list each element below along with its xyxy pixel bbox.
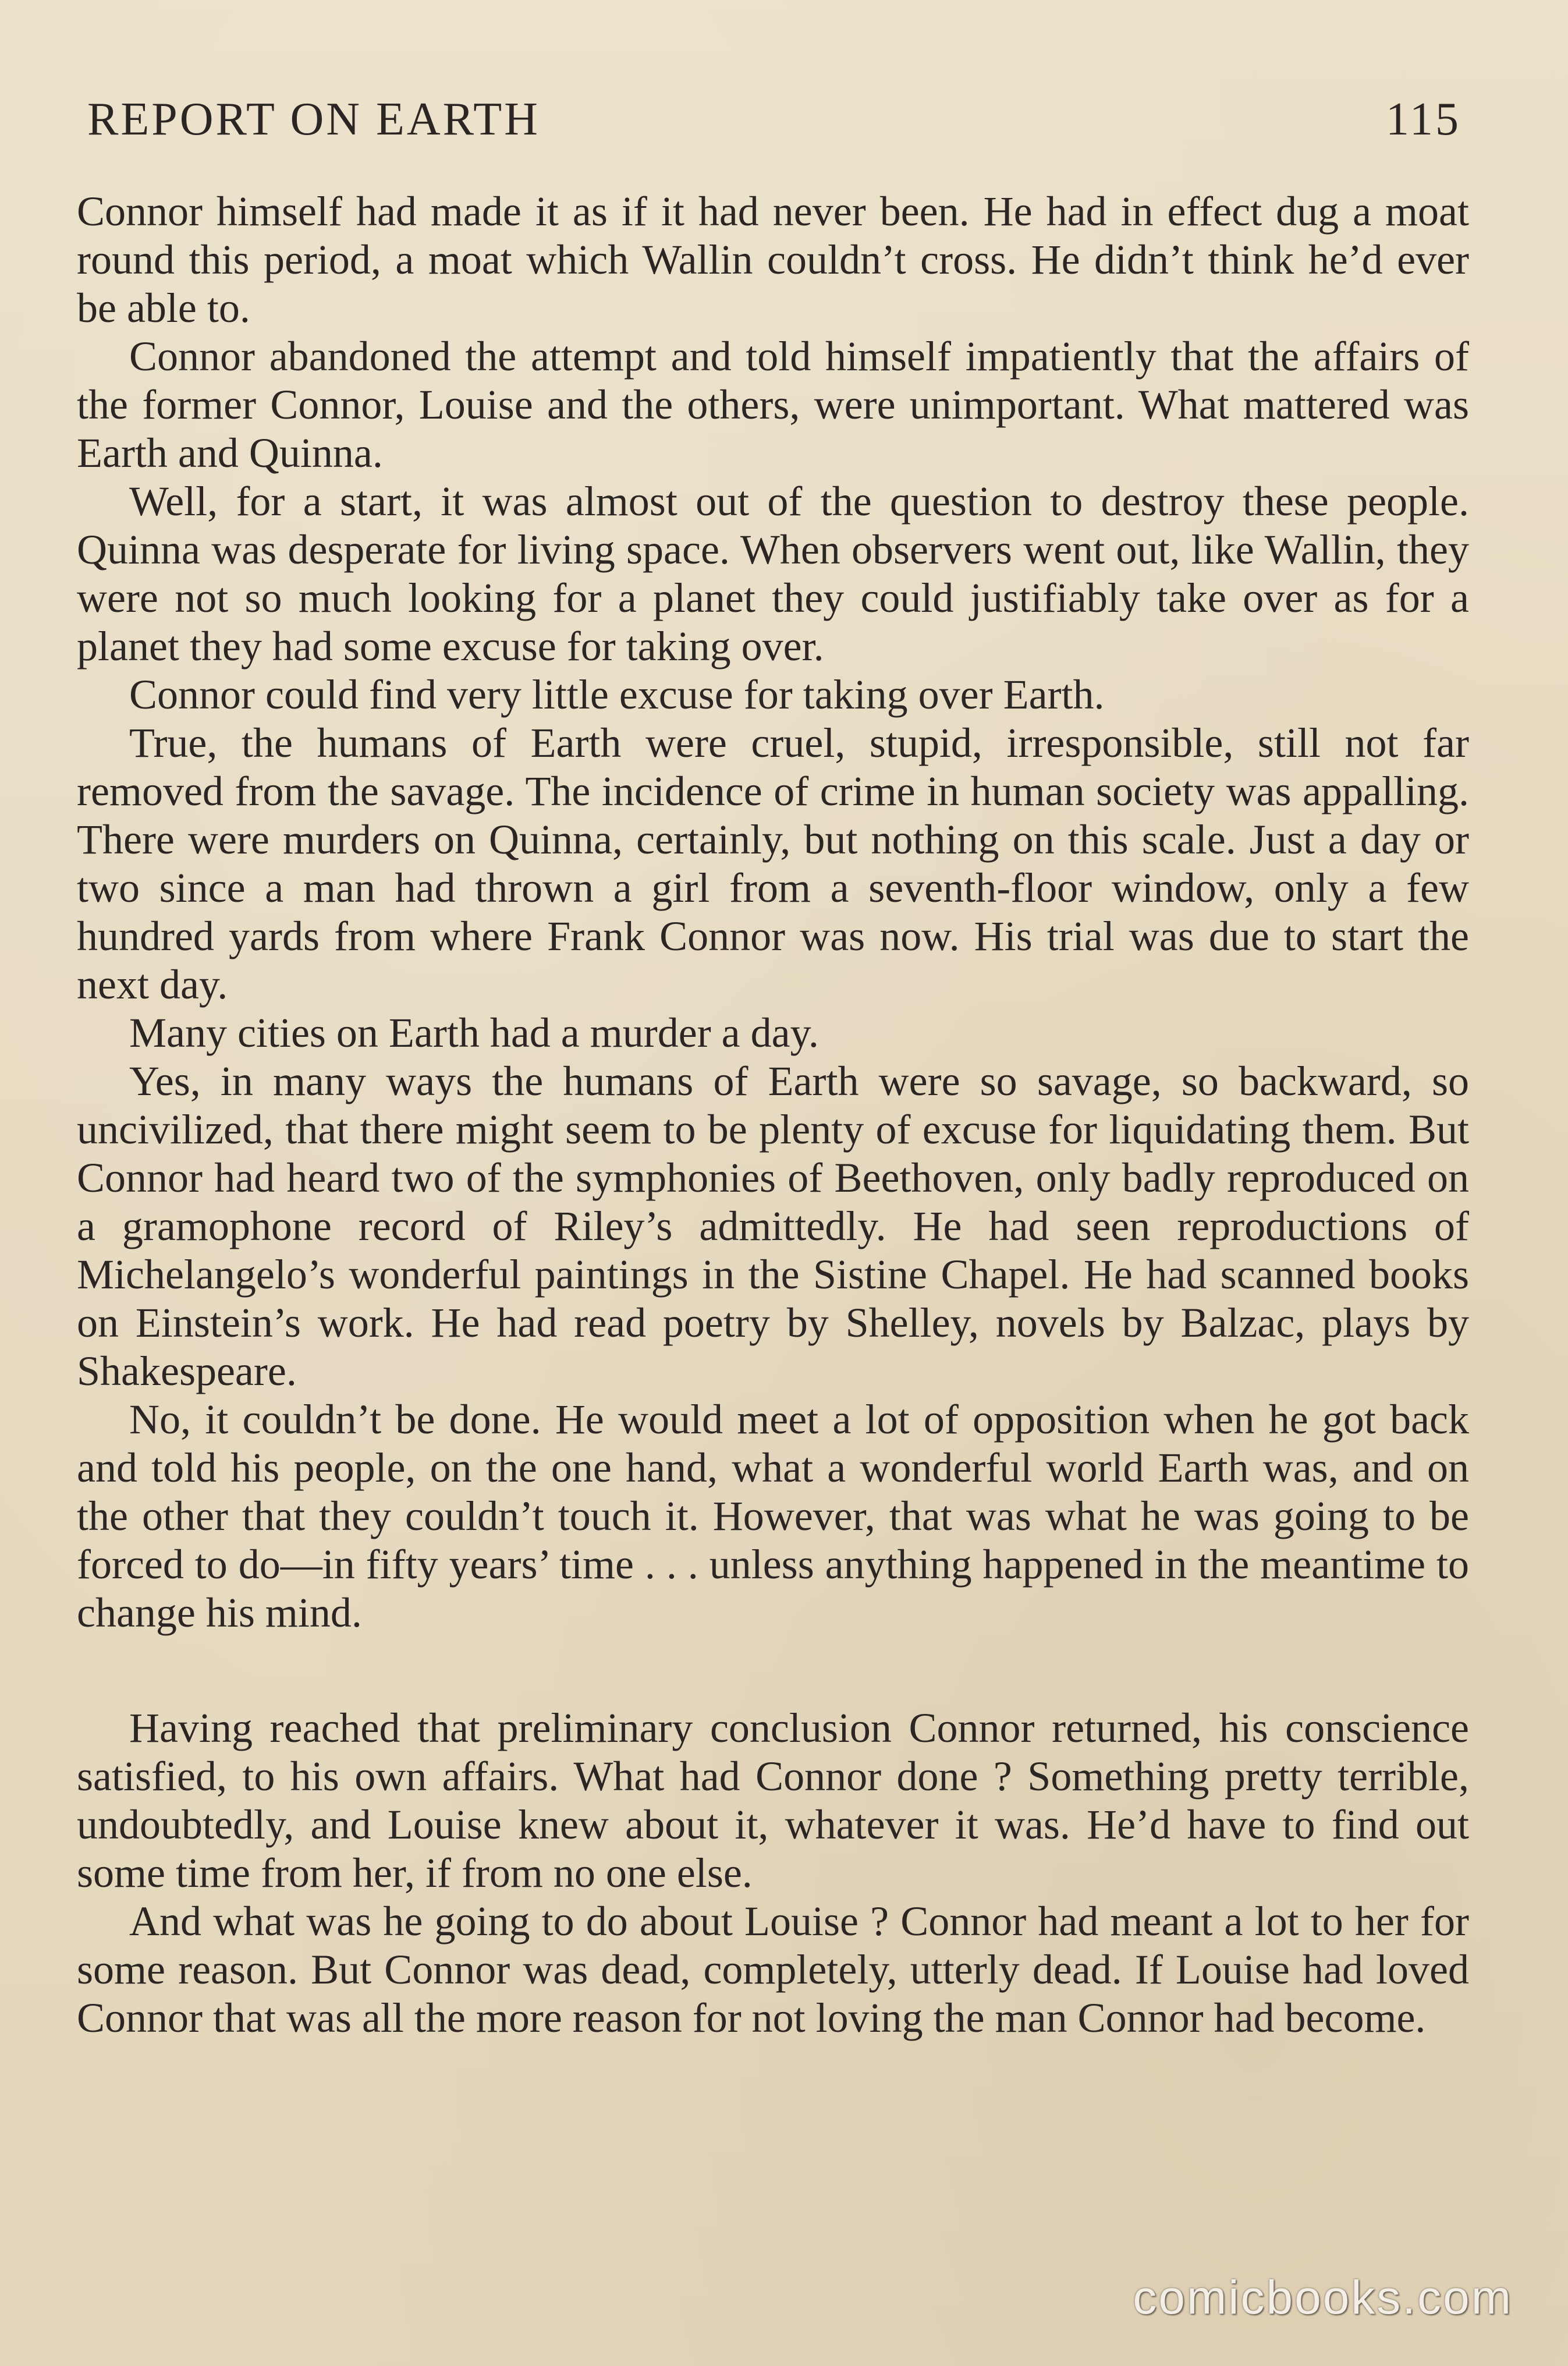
paragraph: No, it couldn’t be done. He would meet a lot of opposition when he got back and told his people, on the one hand, what a wonderful world Earth was, and on the other that they couldn’t touch it. However, that was what he was going to be forced to do—in fifty years’ time . . . unless anything happened in the meantime to change his mind. — [77, 1396, 1469, 1636]
paragraph: Many cities on Earth had a murder a day. — [129, 1010, 819, 1056]
paragraph: Connor abandoned the attempt and told himself impatiently that the affairs of the former Connor, Louise and the others, were unimportant. What mattered was Earth and Quinna. — [77, 333, 1469, 476]
paragraph: Having reached that preliminary conclusion Connor returned, his conscience satisfied, to his own affairs. What had Connor done ? Something pretty terrible, undoubtedly, and Louise knew about it, whatever it was. He’d have to find out some time from her, if from no one else. — [77, 1705, 1469, 1896]
running-title: REPORT ON EARTH — [87, 94, 540, 145]
paragraph: Well, for a start, it was almost out of the question to destroy these people. Quinna was desperate for living space. When observers went out, like Wallin, they were not so much looking for a planet they could justifiably take over as for a planet they had some excuse for taking over. — [77, 478, 1469, 670]
paragraph: Connor could find very little excuse for taking over Earth. — [129, 671, 1105, 718]
running-head — [87, 87, 1461, 151]
body-text — [77, 187, 1469, 2042]
section-break — [77, 1637, 1469, 1704]
page-number: 115 — [1385, 94, 1461, 145]
paragraph: Yes, in many ways the humans of Earth were so savage, so backward, so uncivilized, that there might seem to be plenty of excuse for liquidating them. But Connor had heard two of the symphonies of Beethoven, only badly reproduced on a gramophone record of Riley’s admittedly. He had seen reproductions of Michelangelo’s wonderful paintings in the Sistine Chapel. He had scanned books on Einstein’s work. He had read poetry by Shelley, novels by Balzac, plays by Shakespeare. — [77, 1058, 1469, 1394]
watermark: comicbooks.com — [1133, 2271, 1513, 2324]
paragraph: True, the humans of Earth were cruel, stupid, irresponsible, still not far removed from the savage. The incidence of crime in human society was appalling. There were murders on Quinna, certainly, but nothing on this scale. Just a day or two since a man had thrown a girl from a seventh-floor window, only a few hundred yards from where Frank Connor was now. His trial was due to start the next day. — [77, 720, 1469, 1008]
paragraph: Connor himself had made it as if it had never been. He had in effect dug a moat round this period, a moat which Wallin couldn’t cross. He didn’t think he’d ever be able to. — [77, 188, 1469, 331]
paragraph: And what was he going to do about Louise ? Connor had meant a lot to her for some reason. But Connor was dead, completely, utterly dead. If Louise had loved Connor that was all the more reason for not loving the man Connor had become. — [77, 1898, 1469, 2041]
